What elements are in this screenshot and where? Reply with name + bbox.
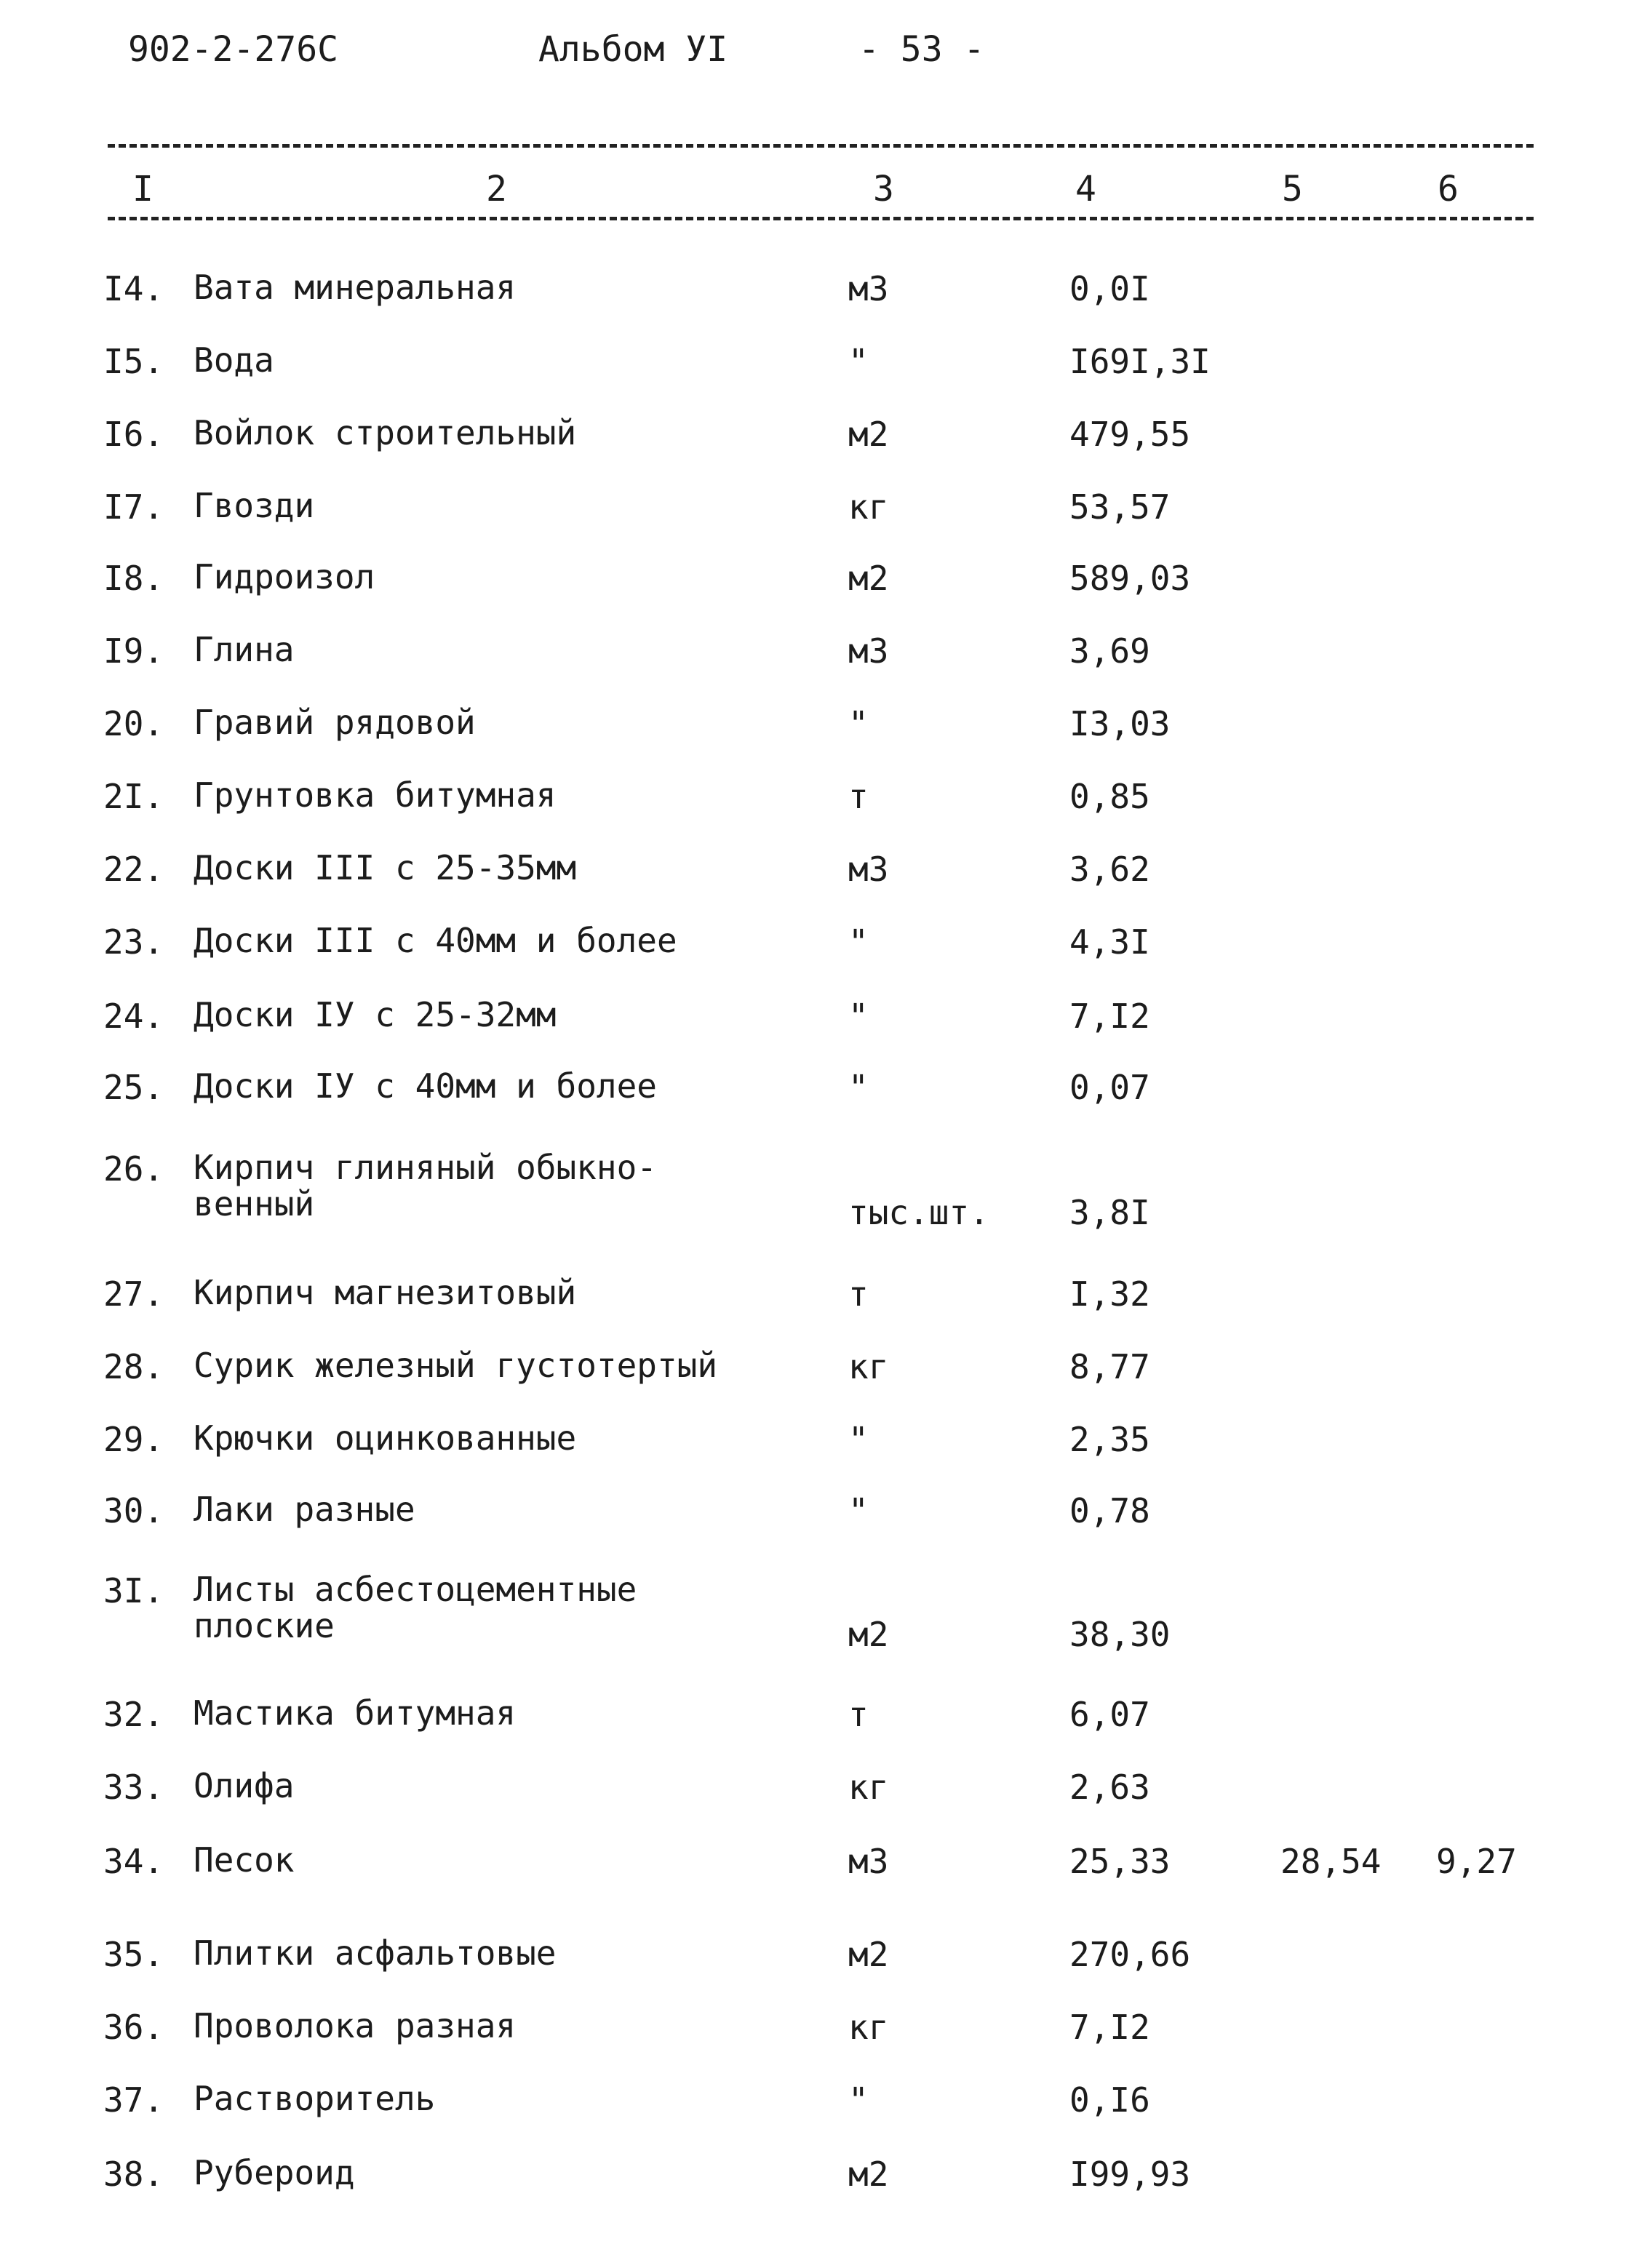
row-number: I9. <box>103 631 164 671</box>
unit-of-measure: кг <box>848 487 889 527</box>
unit-of-measure: м3 <box>848 269 889 308</box>
unit-of-measure: м2 <box>848 1615 889 1654</box>
quantity-value: I69I,3I <box>1069 342 1211 381</box>
column-6-value: 9,27 <box>1436 1842 1517 1881</box>
unit-of-measure: тыс.шт. <box>848 1193 989 1232</box>
material-name: Вата минеральная <box>194 268 517 307</box>
material-name: Доски IУ с 25-32мм <box>194 995 557 1034</box>
material-name: Гвозди <box>194 486 315 525</box>
row-number: 36. <box>103 2008 164 2047</box>
quantity-value: 0,85 <box>1069 777 1150 816</box>
album-label: Альбом УI <box>538 29 728 70</box>
material-name: Грунтовка битумная <box>194 775 557 815</box>
column-number-4: 4 <box>1075 169 1096 209</box>
row-number: 30. <box>103 1491 164 1530</box>
material-name: Крючки оцинкованные <box>194 1418 577 1458</box>
quantity-value: 7,I2 <box>1069 997 1150 1036</box>
row-number: 22. <box>103 850 164 889</box>
material-name: Кирпич глиняный обыкно- венный <box>194 1148 657 1223</box>
unit-of-measure: м2 <box>848 559 889 598</box>
row-number: I5. <box>103 342 164 381</box>
material-name: Лаки разные <box>194 1490 415 1529</box>
material-name: Глина <box>194 630 295 669</box>
material-name: Войлок строительный <box>194 413 577 452</box>
material-name: Проволока разная <box>194 2006 517 2045</box>
unit-of-measure: " <box>848 922 869 962</box>
column-header-rule <box>108 217 1534 220</box>
quantity-value: 38,30 <box>1069 1615 1171 1654</box>
quantity-value: 6,07 <box>1069 1695 1150 1734</box>
row-number: I8. <box>103 559 164 598</box>
quantity-value: 53,57 <box>1069 487 1171 527</box>
unit-of-measure: кг <box>848 1768 889 1807</box>
quantity-value: 3,8I <box>1069 1193 1150 1232</box>
quantity-value: 25,33 <box>1069 1842 1171 1881</box>
material-name: Плитки асфальтовые <box>194 1933 557 1973</box>
page-header <box>0 29 1650 87</box>
material-name: Мастика битумная <box>194 1693 517 1733</box>
quantity-value: 0,I6 <box>1069 2080 1150 2120</box>
unit-of-measure: м3 <box>848 850 889 889</box>
quantity-value: 8,77 <box>1069 1347 1150 1386</box>
quantity-value: 2,63 <box>1069 1768 1150 1807</box>
row-number: 37. <box>103 2080 164 2120</box>
material-name: Доски IУ с 40мм и более <box>194 1066 657 1106</box>
column-5-value: 28,54 <box>1280 1842 1382 1881</box>
material-name: Вода <box>194 340 274 380</box>
row-number: 32. <box>103 1695 164 1734</box>
column-number-5: 5 <box>1282 169 1303 209</box>
row-number: 33. <box>103 1768 164 1807</box>
column-number-2: 2 <box>486 169 507 209</box>
row-number: 3I. <box>103 1571 164 1610</box>
material-name: Гравий рядовой <box>194 703 476 742</box>
page-number: - 53 - <box>858 29 985 70</box>
material-name: Растворитель <box>194 2079 436 2118</box>
row-number: I6. <box>103 415 164 454</box>
unit-of-measure: " <box>848 342 869 381</box>
unit-of-measure: " <box>848 704 869 743</box>
material-name: Кирпич магнезитовый <box>194 1273 577 1312</box>
quantity-value: 3,69 <box>1069 631 1150 671</box>
unit-of-measure: м2 <box>848 415 889 454</box>
material-name: Листы асбестоцементные плоские <box>194 1570 637 1645</box>
quantity-value: 0,07 <box>1069 1068 1150 1107</box>
unit-of-measure: " <box>848 2080 869 2120</box>
unit-of-measure: м2 <box>848 1935 889 1974</box>
quantity-value: 7,I2 <box>1069 2008 1150 2047</box>
unit-of-measure: " <box>848 1420 869 1459</box>
row-number: 34. <box>103 1842 164 1881</box>
quantity-value: 0,0I <box>1069 269 1150 308</box>
quantity-value: 3,62 <box>1069 850 1150 889</box>
unit-of-measure: " <box>848 1068 869 1107</box>
quantity-value: 589,03 <box>1069 559 1191 598</box>
material-name: Доски III с 40мм и более <box>194 921 677 960</box>
row-number: 23. <box>103 922 164 962</box>
row-number: I4. <box>103 269 164 308</box>
unit-of-measure: кг <box>848 2008 889 2047</box>
material-name: Рубероид <box>194 2153 355 2192</box>
unit-of-measure: т <box>848 777 869 816</box>
document-code: 902-2-276С <box>128 29 338 70</box>
row-number: 2I. <box>103 777 164 816</box>
column-number-6: 6 <box>1438 169 1459 209</box>
row-number: 38. <box>103 2155 164 2194</box>
material-name: Сурик железный густотертый <box>194 1346 718 1385</box>
unit-of-measure: т <box>848 1695 869 1734</box>
material-name: Песок <box>194 1840 295 1880</box>
row-number: I7. <box>103 487 164 527</box>
material-name: Гидроизол <box>194 557 375 596</box>
unit-of-measure: " <box>848 1491 869 1530</box>
unit-of-measure: м2 <box>848 2155 889 2194</box>
column-number-row <box>0 169 1650 212</box>
row-number: 25. <box>103 1068 164 1107</box>
quantity-value: I,32 <box>1069 1274 1150 1314</box>
quantity-value: 0,78 <box>1069 1491 1150 1530</box>
row-number: 29. <box>103 1420 164 1459</box>
quantity-value: 4,3I <box>1069 922 1150 962</box>
unit-of-measure: " <box>848 997 869 1036</box>
material-name: Олифа <box>194 1766 295 1805</box>
quantity-value: I3,03 <box>1069 704 1171 743</box>
quantity-value: I99,93 <box>1069 2155 1191 2194</box>
row-number: 20. <box>103 704 164 743</box>
row-number: 26. <box>103 1149 164 1189</box>
unit-of-measure: м3 <box>848 631 889 671</box>
quantity-value: 2,35 <box>1069 1420 1150 1459</box>
unit-of-measure: кг <box>848 1347 889 1386</box>
row-number: 24. <box>103 997 164 1036</box>
quantity-value: 479,55 <box>1069 415 1191 454</box>
quantity-value: 270,66 <box>1069 1935 1191 1974</box>
material-name: Доски III с 25-35мм <box>194 848 577 887</box>
column-number-3: 3 <box>873 169 894 209</box>
unit-of-measure: т <box>848 1274 869 1314</box>
column-number-1: I <box>132 169 154 209</box>
unit-of-measure: м3 <box>848 1842 889 1881</box>
row-number: 28. <box>103 1347 164 1386</box>
row-number: 35. <box>103 1935 164 1974</box>
row-number: 27. <box>103 1274 164 1314</box>
table-top-rule <box>108 144 1534 148</box>
